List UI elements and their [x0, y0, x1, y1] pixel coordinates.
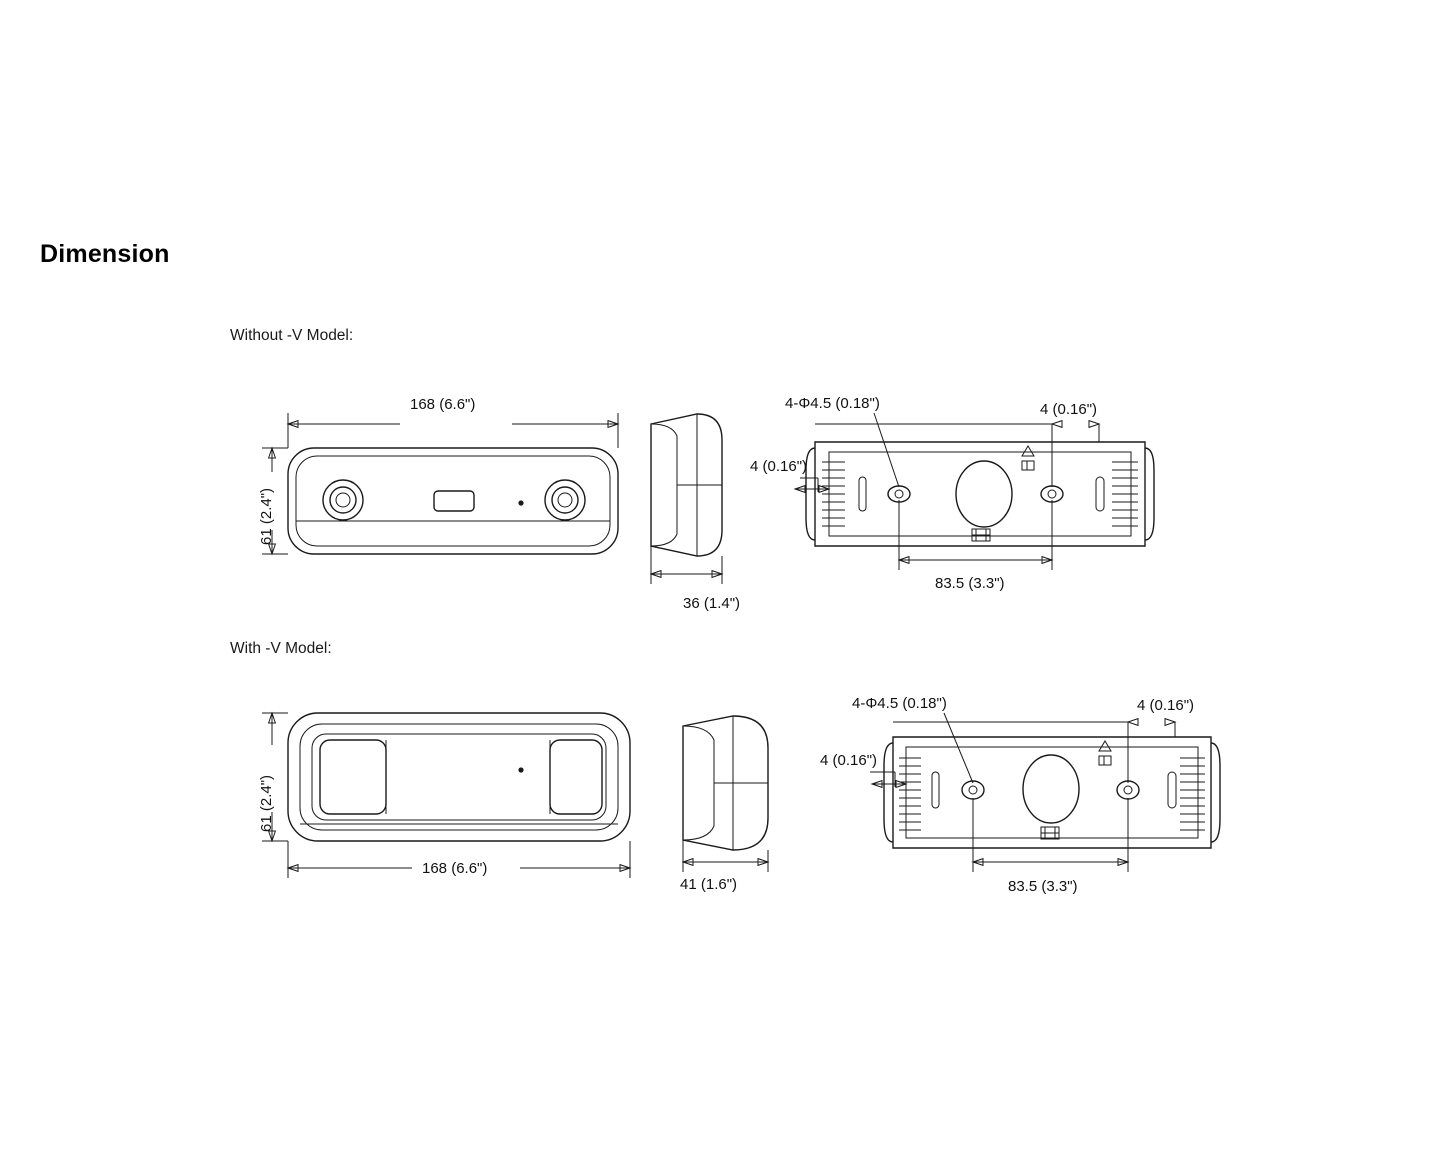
dim-front-width-row2: 168 (6.6")	[422, 860, 488, 877]
dim-back-holes-row1: 4-Φ4.5 (0.18")	[785, 395, 880, 412]
dim-front-height-row1: 61 (2.4")	[258, 487, 275, 545]
dim-side-depth-row2: 41 (1.6")	[680, 876, 738, 893]
page-title: Dimension	[40, 240, 170, 268]
dim-back-spacing-row2: 83.5 (3.3")	[1008, 878, 1078, 895]
front-view-row1	[262, 413, 618, 554]
dim-front-width-row1: 168 (6.6")	[410, 396, 476, 413]
dim-back-left-offset-row1: 4 (0.16")	[750, 458, 808, 475]
side-view-row2	[683, 716, 768, 872]
back-view-row2	[870, 713, 1220, 872]
dim-back-spacing-row1: 83.5 (3.3")	[935, 575, 1005, 592]
back-view-row1	[795, 413, 1154, 570]
dim-back-top-offset-row1: 4 (0.16")	[1040, 401, 1098, 418]
dim-back-left-offset-row2: 4 (0.16")	[820, 752, 878, 769]
dim-front-height-row2: 61 (2.4")	[258, 774, 275, 832]
side-view-row1	[651, 414, 722, 584]
section-label-with-v: With -V Model:	[230, 640, 332, 657]
dim-back-holes-row2: 4-Φ4.5 (0.18")	[852, 695, 947, 712]
front-view-row2	[262, 713, 630, 878]
section-label-without-v: Without -V Model:	[230, 327, 354, 344]
dim-side-depth-row1: 36 (1.4")	[683, 595, 741, 612]
dim-back-top-offset-row2: 4 (0.16")	[1137, 697, 1195, 714]
